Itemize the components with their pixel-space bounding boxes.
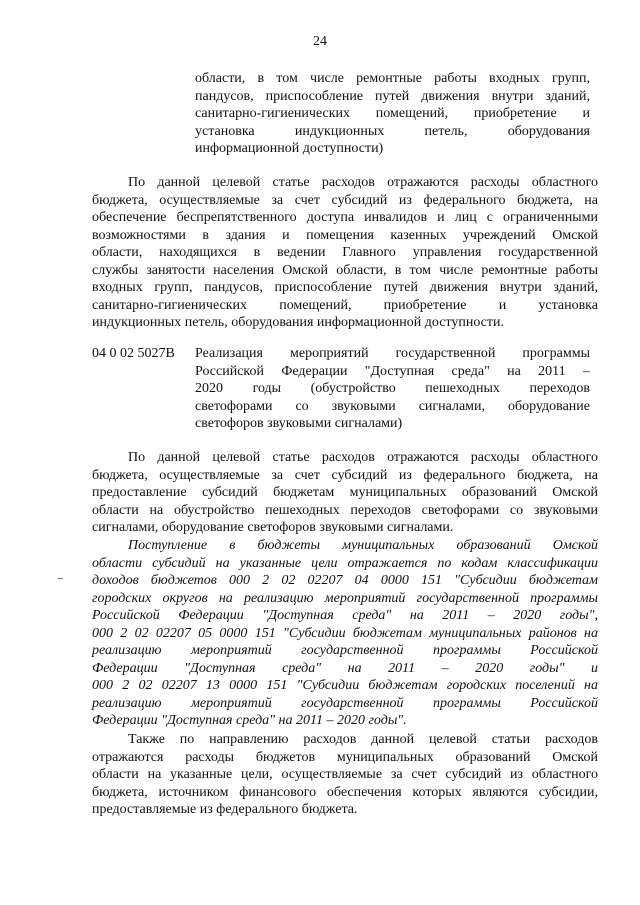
text-line: городских округов на реализацию мероприятий государственной программы bbox=[92, 590, 598, 606]
text-line: установка индукционных петель, оборудования bbox=[195, 123, 590, 139]
text-line: Также по направлению расходов данной целевой статьи расходов bbox=[128, 732, 598, 747]
text-line: входных групп, пандусов, приспособление путей движения внутри зданий, bbox=[92, 280, 598, 295]
text-line: Федерации "Доступная среда" на 2011 – 2020 годы". bbox=[92, 713, 407, 728]
margin-mark bbox=[58, 578, 63, 579]
text-line: Федерации "Доступная среда" на 2011 – 2020 годы" и bbox=[92, 660, 598, 676]
text-line: пандусов, приспособление путей движения внутри зданий, bbox=[195, 88, 590, 104]
text-line: области на указанные цели, осуществляемые за счет субсидий из областного bbox=[92, 767, 598, 782]
text-line: сигналами, оборудование светофоров звуковыми сигналами. bbox=[92, 520, 454, 535]
text-line: 000 2 02 02207 13 0000 151 "Субсидии бюджетам городских поселений на bbox=[92, 678, 598, 693]
text-line: области, находящихся в ведении Главного управления государственной bbox=[92, 245, 598, 260]
target-article-code: 04 0 02 5027В bbox=[92, 346, 175, 361]
text-line: светофоров звуковыми сигналами) bbox=[195, 416, 403, 431]
text-line: Поступление в бюджеты муниципальных образований Омской bbox=[128, 538, 598, 553]
text-line: возможностями в здания и помещения казенных учреждений Омской bbox=[92, 227, 598, 243]
text-line: По данной целевой статье расходов отражаются расходы областного bbox=[128, 175, 598, 190]
text-line: 000 2 02 02207 05 0000 151 "Субсидии бюджетам муниципальных районов на bbox=[92, 625, 598, 641]
text-line: санитарно-гигиенических помещений, приобретение и установка bbox=[92, 297, 598, 313]
paragraph-2 bbox=[92, 449, 598, 537]
text-line: санитарно-гигиенических помещений, приобретение и bbox=[195, 106, 590, 121]
text-line: отражаются расходы бюджетов муниципальных образований Омской bbox=[92, 749, 598, 765]
text-line: Российской Федерации "Доступная среда" на 2011 – bbox=[195, 363, 590, 379]
continuation-block bbox=[195, 70, 590, 158]
text-line: предоставляемые из федерального бюджета. bbox=[92, 802, 358, 817]
text-line: области на обустройство пешеходных переходов светофорами со звуковыми bbox=[92, 502, 598, 518]
text-line: бюджета, осуществляемые за счет субсидий из федерального бюджета, на bbox=[92, 192, 598, 208]
paragraph-3 bbox=[92, 731, 598, 819]
page-number: 24 bbox=[313, 34, 327, 49]
italic-paragraph bbox=[92, 537, 598, 730]
text-line: предоставление субсидий бюджетам муниципальных образований Омской bbox=[92, 485, 598, 500]
text-line: области субсидий на указанные цели отражается по кодам классификации bbox=[92, 555, 598, 571]
paragraph-1 bbox=[92, 174, 598, 332]
text-line: службы занятости населения Омской области, в том числе ремонтные работы bbox=[92, 262, 598, 278]
entry-description bbox=[195, 345, 590, 433]
text-line: реализацию мероприятий государственной программы Российской bbox=[92, 695, 598, 711]
text-line: По данной целевой статье расходов отражаются расходы областного bbox=[128, 450, 598, 465]
text-line: индукционных петель, оборудования информационной доступности. bbox=[92, 315, 504, 330]
text-line: доходов бюджетов 000 2 02 02207 04 0000 151 "Субсидии бюджетам bbox=[92, 573, 598, 588]
text-line: Реализация мероприятий государственной программы bbox=[195, 346, 590, 361]
text-line: бюджета, источником финансового обеспечения которых являются субсидии, bbox=[92, 784, 598, 800]
text-line: области, в том числе ремонтные работы входных групп, bbox=[195, 71, 590, 86]
text-line: обеспечение беспрепятственного доступа инвалидов и лиц с ограниченными bbox=[92, 210, 598, 225]
text-line: 2020 годы (обустройство пешеходных переходов bbox=[195, 381, 590, 396]
text-line: реализацию мероприятий государственной программы Российской bbox=[92, 643, 598, 658]
text-line: Российской Федерации "Доступная среда" на 2011 – 2020 годы", bbox=[92, 608, 598, 623]
text-line: бюджета, осуществляемые за счет субсидий из федерального бюджета, на bbox=[92, 467, 598, 483]
text-line: информационной доступности) bbox=[195, 141, 384, 156]
text-line: светофорами со звуковыми сигналами, оборудование bbox=[195, 398, 590, 414]
